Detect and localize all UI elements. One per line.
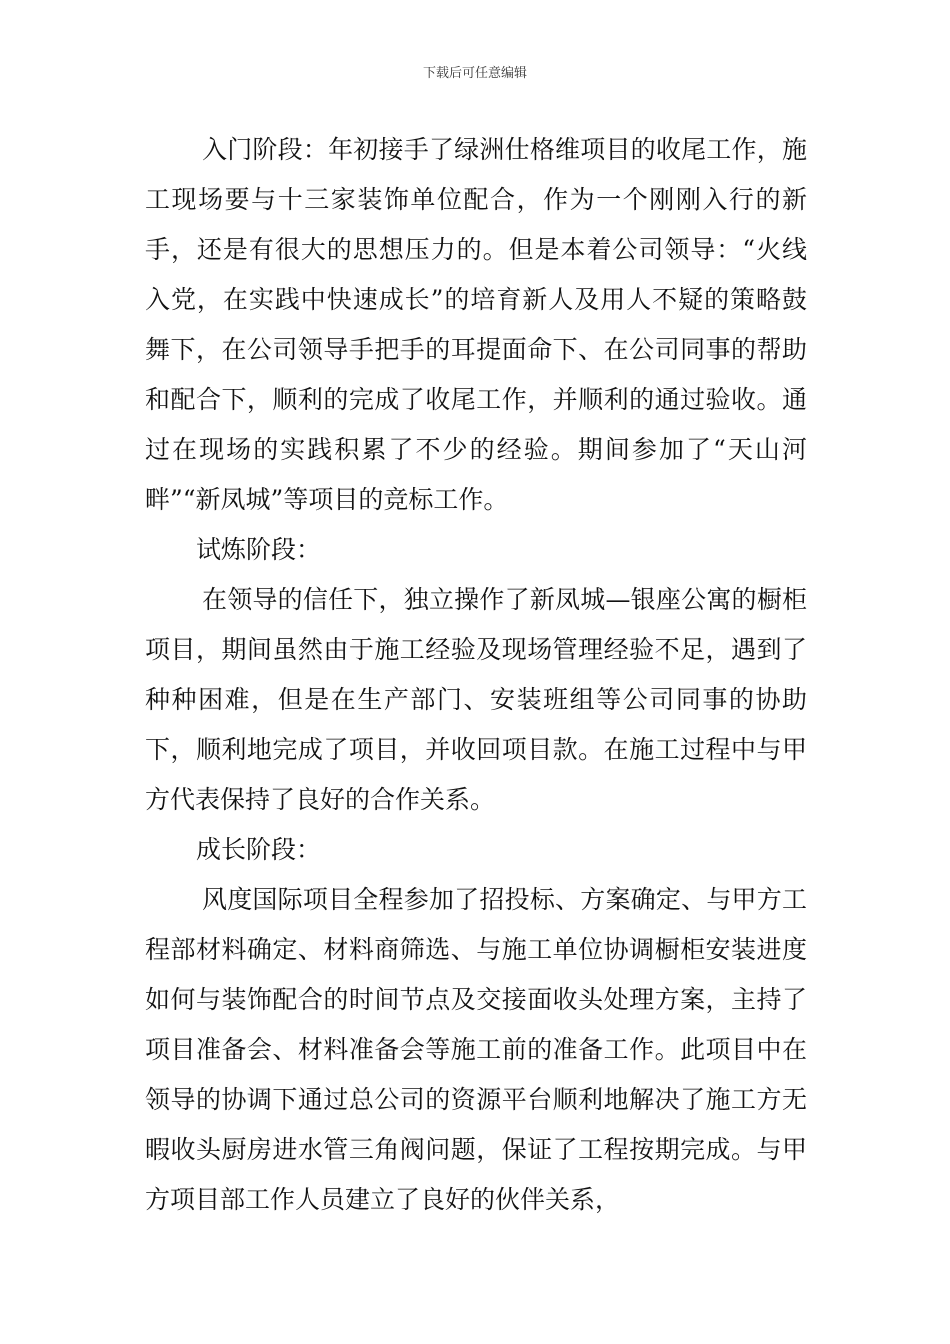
- page-header: 下载后可任意编辑: [422, 66, 527, 81]
- heading-trial-stage: 试炼阶段：: [196, 535, 322, 564]
- paragraph-growth-stage: 风度国际项目全程参加了招投标、方案确定、与甲方工程部材料确定、材料商筛选、与施工单位协调橱柜安装进度如何与装饰配合的时间节点及交接面收头处理方案，主持了项目准备会、材料准备会等施工前的准备工作。此项目中在领导的协调下通过总公司的资源平台顺利地解决了施工方无暇收头厨房进水管三角阀问题，保证了工程按期完成。与甲方项目部工作人员建立了良好的伙伴关系，: [145, 885, 807, 1214]
- heading-growth-stage: 成长阶段：: [196, 835, 322, 864]
- document-body: [145, 125, 807, 1225]
- paragraph-trial-stage: 在领导的信任下，独立操作了新凤城—银座公寓的橱柜项目，期间虽然由于施工经验及现场管理经验不足，遇到了种种困难，但是在生产部门、安装班组等公司同事的协助下，顺利地完成了项目，并收回项目款。在施工过程中与甲方代表保持了良好的合作关系。: [145, 585, 807, 814]
- paragraph-intro-stage: 入门阶段：年初接手了绿洲仕格维项目的收尾工作，施工现场要与十三家装饰单位配合，作为一个刚刚入行的新手，还是有很大的思想压力的。但是本着公司领导：“火线入党，在实践中快速成长”的培育新人及用人不疑的策略鼓舞下，在公司领导手把手的耳提面命下、在公司同事的帮助和配合下，顺利的完成了收尾工作，并顺利的通过验收。通过在现场的实践积累了不少的经验。期间参加了“天山河畔”“新凤城”等项目的竞标工作。: [145, 135, 807, 514]
